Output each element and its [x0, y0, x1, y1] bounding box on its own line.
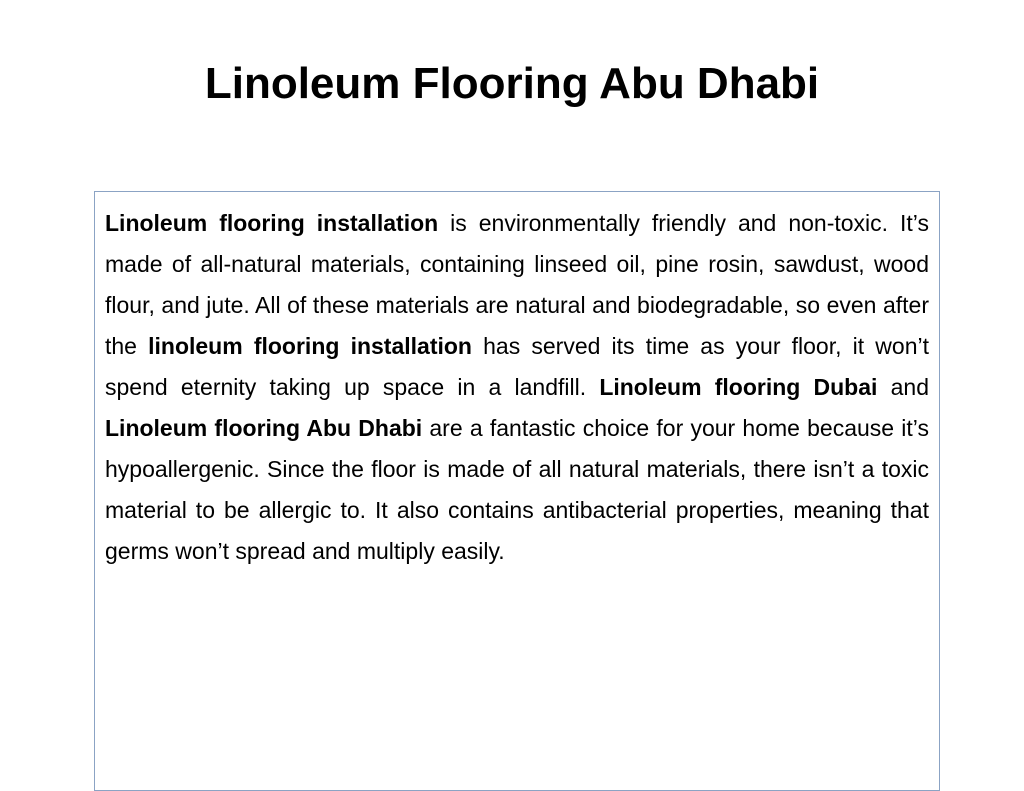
text-run: are a fantastic choice for your home because it’s hypoallergenic. Since the floor is made of all natural materials, there isn’t a toxic material to be allergic to. It also contains antibacterial properties, meaning that germs won’t spread and multiply easily.: [105, 415, 929, 564]
content-box: [94, 191, 940, 791]
text-run: is environmentally friendly and non-toxic. It’s made of all-natural materials, containing linseed oil, pine rosin, sawdust, wood flour, and jute. All of these materials are natural and biodegradable, so even after the: [105, 210, 929, 359]
bold-phrase: Linoleum flooring installation: [105, 210, 439, 236]
body-paragraph: [105, 203, 929, 572]
bold-phrase: Linoleum flooring Dubai: [599, 374, 878, 400]
slide-title: Linoleum Flooring Abu Dhabi: [204, 59, 820, 108]
bold-phrase: Linoleum flooring Abu Dhabi: [105, 415, 423, 441]
text-run: and: [877, 374, 929, 400]
text-run: has served its time as your floor, it won’t spend eternity taking up space in a landfill.: [105, 333, 929, 400]
bold-phrase: linoleum flooring installation: [148, 333, 472, 359]
